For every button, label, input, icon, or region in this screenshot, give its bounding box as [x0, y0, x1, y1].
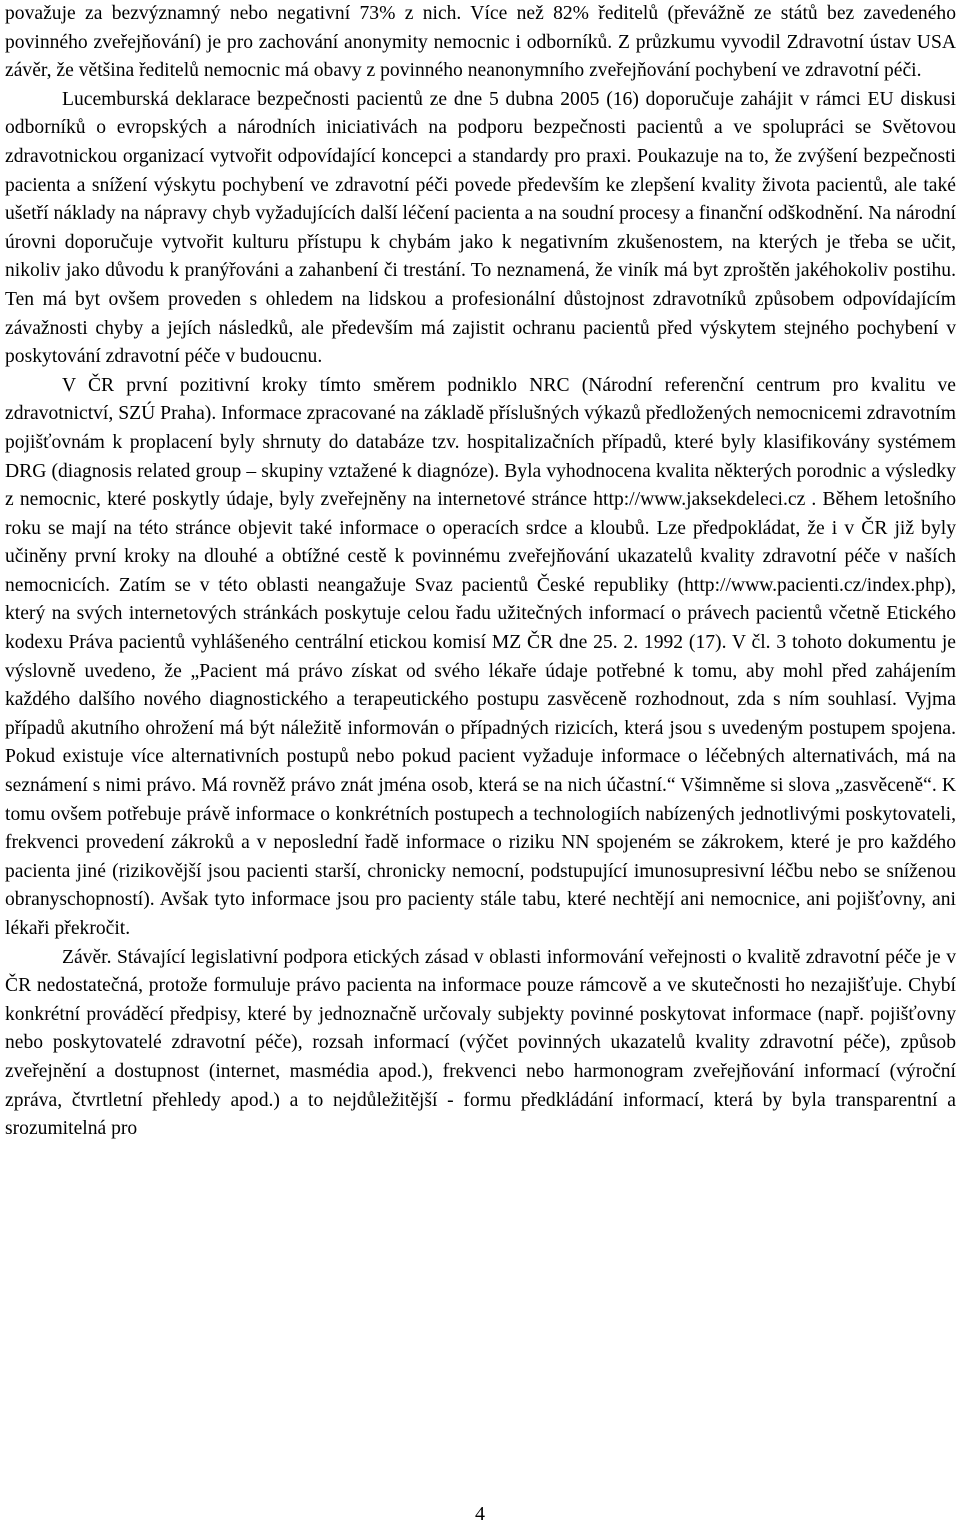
paragraph-1: považuje za bezvýznamný nebo negativní 73% z nich. Více než 82% ředitelů (převážně ze států bez zavedeného povinného zveřejňování) je pro zachování anonymity nemocnic i odborníků. Z průzkumu vyvodil Zdravotní ústav USA závěr, že většina ředitelů nemocnic má obavy z povinného neanonymního zveřejňování pochybení ve zdravotní péči. — [5, 3, 956, 82]
paragraph-2: Lucemburská deklarace bezpečnosti pacientů ze dne 5 dubna 2005 (16) doporučuje zahájit v rámci EU diskusi odborníků o evropských a národních iniciativách na podporu bezpečnosti pacientů a ve spolupráci se Světovou zdravotnickou organizací vytvořit odpovídající koncepci a standardy pro praxi. Poukazuje na to, že zvýšení bezpečnosti pacienta a snížení výskytu pochybení ve zdravotní péči povede především ke zlepšení kvality života pacientů, ale také ušetří náklady na nápravy chyb vyžadujících další léčení pacienta a na soudní procesy a finanční odškodnění. Na národní úrovni doporučuje vytvořit kulturu přístupu k chybám jako k negativním zkušenostem, na kterých je třeba se učit, nikoliv jako důvodu k pranýřováni a zahanbení či trestání. To neznamená, že viník má byt zproštěn jakéhokoliv postihu. Ten má byt ovšem proveden s ohledem na lidskou a profesionální důstojnost zdravotníků způsobem odpovídajícím závažnosti chyby a jejích následků, ale především má zajistit ochranu pacientů před výskytem stejného pochybení v poskytování zdravotní péče v budoucnu. — [5, 88, 956, 368]
paragraph-3: V ČR první pozitivní kroky tímto směrem podniklo NRC (Národní referenční centrum pro kvalitu ve zdravotnictví, SZÚ Praha). Informace zpracované na základě příslušných výkazů předložených nemocnicemi zdravotním pojišťovnám k proplacení byly shrnuty do databáze tzv. hospitalizačních případů, které byly klasifikovány systémem DRG (diagnosis related group – skupiny vztažené k diagnóze). Byla vyhodnocena kvalita některých porodnic a výsledky z nemocnic, které poskytly údaje, byly zveřejněny na internetové stránce http://www.jaksekdeleci.cz . Během letošního roku se mají na této stránce objevit také informace o operacích srdce a kloubů. Lze předpokládat, že i v ČR již byly učiněny první kroky na dlouhé a obtížné cestě k povinnému zveřejňování ukazatelů kvality zdravotní péče v naších nemocnicích. Zatím se v této oblasti neangažuje Svaz pacientů České republiky (http://www.pacienti.cz/index.php), který na svých internetových stránkách poskytuje celou řadu užitečných informací o právech pacientů včetně Etického kodexu Práva pacientů vyhlášeného centrální etickou komisí MZ ČR dne 25. 2. 1992 (17). V čl. 3 tohoto dokumentu je výslovně uvedeno, že „Pacient má právo získat od svého lékaře údaje potřebné k tomu, aby mohl před zahájením každého dalšího nového diagnostického a terapeutického postupu zasvěceně rozhodnout, zda s ním souhlasí. Vyjma případů akutního ohrožení má být náležitě informován o případných rizicích, která jsou s uvedeným postupem spojena. Pokud existuje více alternativních postupů nebo pokud pacient vyžaduje informace o léčebných alternativách, má na seznámení s nimi právo. Má rovněž právo znát jména osob, která se na nich účastní.“ Všimněme si slova „zasvěceně“. K tomu ovšem potřebuje právě informace o konkrétních postupech a technologiích nabízených jednotlivými poskytovateli, frekvenci provedení zákroků a v neposlední řadě informace o riziku NN spojeném se zákrokem, které je pro každého pacienta jiné (rizikovější jsou pacienti starší, chronicky nemocní, podstupující imunosupresivní léčbu nebo se sníženou obranyschopností). Avšak tyto informace jsou pro pacienty stále tabu, které nechtějí ani nemocnice, ani pojišťovny, ani lékaři překročit. — [5, 374, 956, 939]
page-number: 4 — [475, 1503, 485, 1525]
document-body — [5, 0, 956, 1144]
paragraph-4: Závěr. Stávající legislativní podpora etických zásad v oblasti informování veřejnosti o kvalitě zdravotní péče je v ČR nedostatečná, protože formuluje právo pacienta na informace pouze rámcově a ve skutečnosti ho nezajišťuje. Chybí konkrétní prováděcí předpisy, které by jednoznačně určovaly subjekty povinné poskytovat informace (např. pojišťovny nebo poskytovatelé zdravotní péče), rozsah informací (výčet povinných ukazatelů kvality zdravotní péče), způsob zveřejnění a dostupnost (internet, masmédia apod.), frekvenci nebo harmonogram zveřejňování informací (výroční zpráva, čtvrtletní přehledy apod.) a to nejdůležitější - formu předkládání informací, která by byla transparentní a srozumitelná pro — [5, 946, 956, 1140]
